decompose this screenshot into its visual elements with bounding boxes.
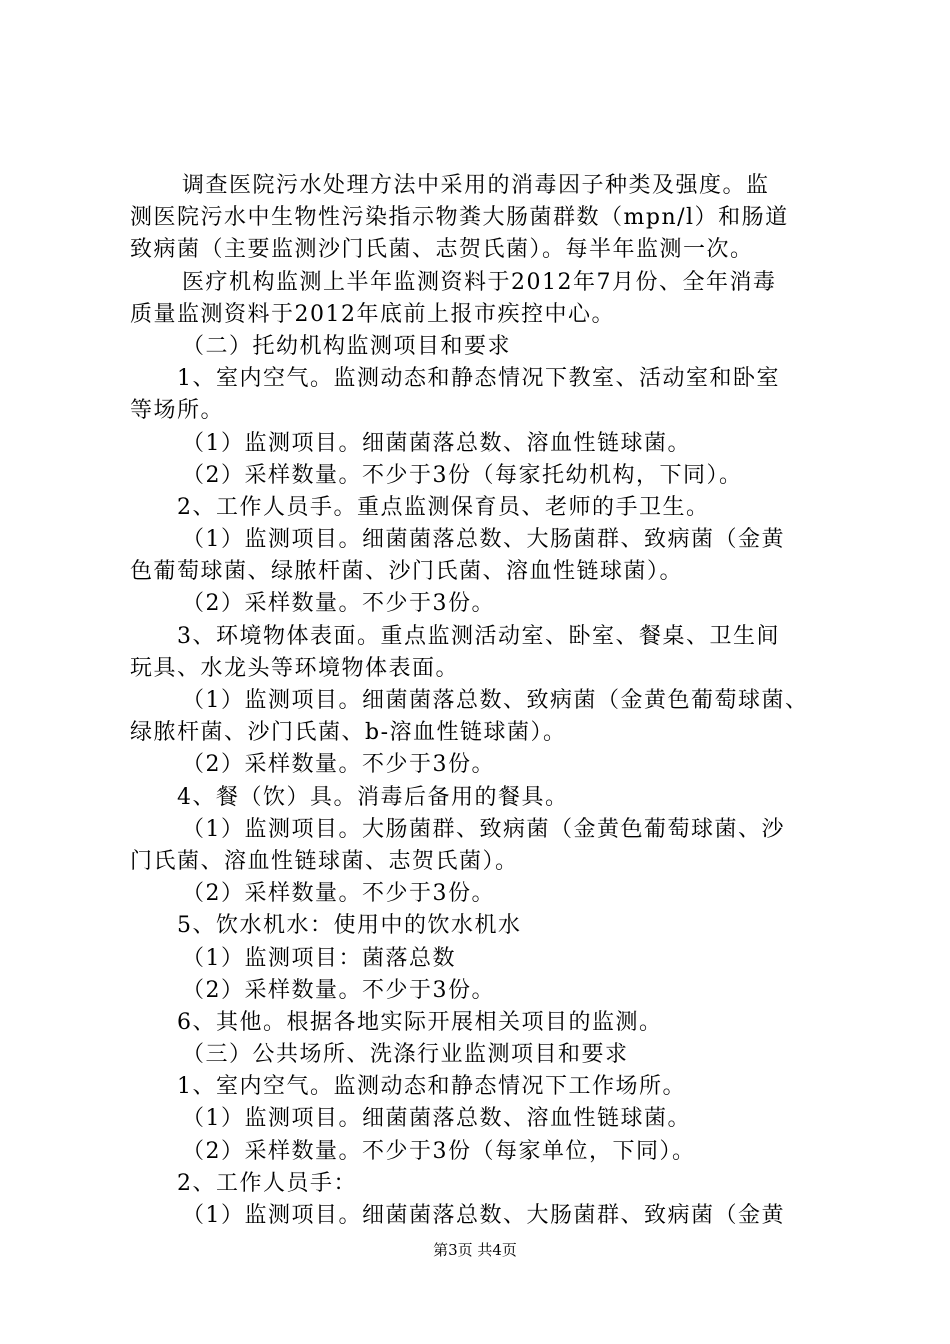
text-line: 4、餐（饮）具。消毒后备用的餐具。: [177, 784, 569, 810]
text-line: 1、室内空气。监测动态和静态情况下工作场所。: [177, 1074, 686, 1100]
text-line: 等场所。: [130, 398, 225, 424]
text-line: 6、其他。根据各地实际开展相关项目的监测。: [177, 1009, 663, 1035]
text-line: 5、饮水机水：使用中的饮水机水: [177, 913, 522, 939]
text-line: 调查医院污水处理方法中采用的消毒因子种类及强度。监: [182, 173, 770, 198]
text-line: 医疗机构监测上半年监测资料于2012年7月份、全年消毒: [182, 269, 777, 295]
text-line: （2）采样数量。不少于3份。: [182, 977, 495, 1003]
text-line: 玩具、水龙头等环境物体表面。: [130, 655, 460, 681]
text-line: （1）监测项目。细菌菌落总数、溶血性链球菌。: [182, 430, 691, 456]
text-line: 绿脓杆菌、沙门氏菌、b-溶血性链球菌）。: [130, 720, 567, 746]
text-line: 质量监测资料于2012年底前上报市疾控中心。: [130, 301, 615, 327]
text-line: 1、室内空气。监测动态和静态情况下教室、活动室和卧室: [177, 366, 780, 392]
text-line: 2、工作人员手：: [177, 1170, 357, 1196]
text-line: （1）监测项目。细菌菌落总数、致病菌（金黄色葡萄球菌、: [182, 688, 809, 713]
text-line: （1）监测项目。大肠菌群、致病菌（金黄色葡萄球菌、沙: [182, 816, 785, 842]
text-line: （二）托幼机构监测项目和要求: [182, 333, 512, 359]
text-line: （2）采样数量。不少于3份（每家单位，下同）。: [182, 1138, 696, 1164]
page-footer: 第3页 共4页: [433, 1241, 517, 1259]
text-line: 测医院污水中生物性污染指示物粪大肠菌群数（mpn/l）和肠道: [130, 205, 789, 231]
text-line: （1）监测项目。细菌菌落总数、大肠菌群、致病菌（金黄: [182, 527, 785, 553]
text-line: （1）监测项目：菌落总数: [182, 945, 456, 971]
text-line: 2、工作人员手。重点监测保育员、老师的手卫生。: [177, 494, 710, 520]
document-body: [130, 170, 850, 1232]
text-line: （2）采样数量。不少于3份。: [182, 881, 495, 907]
text-line: （2）采样数量。不少于3份。: [182, 591, 495, 617]
text-line: （1）监测项目。细菌菌落总数、大肠菌群、致病菌（金黄: [182, 1203, 785, 1228]
text-line: （1）监测项目。细菌菌落总数、溶血性链球菌。: [182, 1106, 691, 1132]
text-line: （2）采样数量。不少于3份（每家托幼机构，下同）。: [182, 462, 743, 488]
text-line: 门氏菌、溶血性链球菌、志贺氏菌）。: [130, 848, 519, 874]
text-line: 3、环境物体表面。重点监测活动室、卧室、餐桌、卫生间: [177, 623, 780, 649]
text-line: （三）公共场所、洗涤行业监测项目和要求: [182, 1042, 629, 1068]
text-line: 致病菌（主要监测沙门氏菌、志贺氏菌）。每半年监测一次。: [130, 237, 754, 263]
text-line: （2）采样数量。不少于3份。: [182, 752, 495, 778]
text-line: 色葡萄球菌、绿脓杆菌、沙门氏菌、溶血性链球菌）。: [130, 559, 684, 585]
